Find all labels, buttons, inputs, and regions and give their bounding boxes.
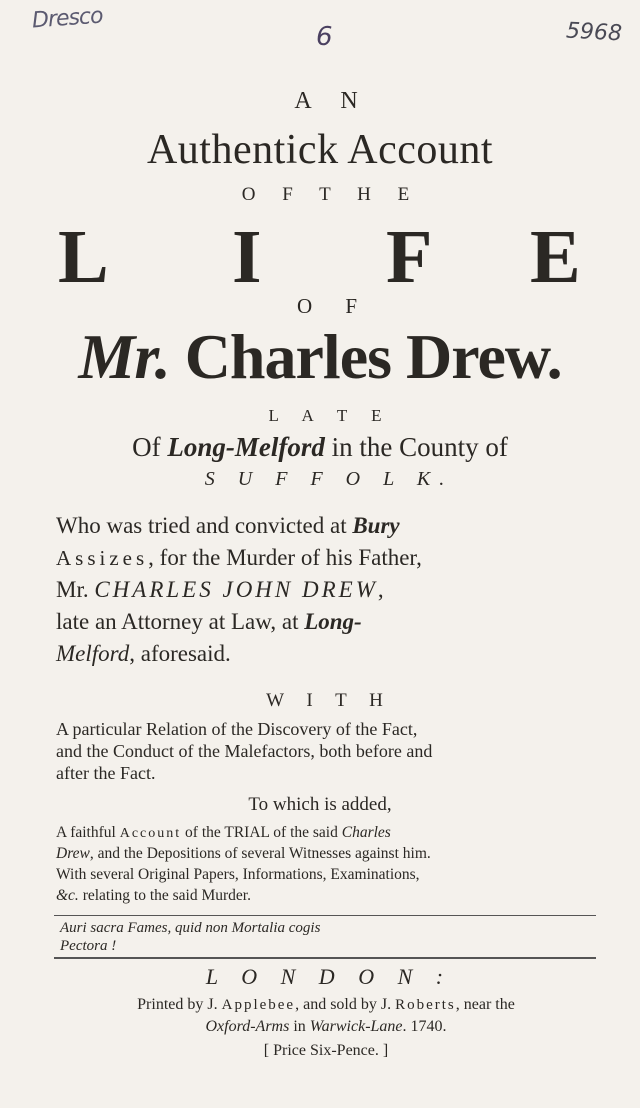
title-an: A N	[294, 88, 370, 114]
imprint-line-2: Oxford-Arms in Warwick-Lane. 1740.	[205, 1018, 447, 1035]
title-suffolk: S U F F O L K.	[204, 468, 454, 490]
title-name	[0, 320, 640, 394]
place-long-melford: Long-Melford	[167, 432, 325, 462]
trial-line-3: With several Original Papers, Informations, Examinations,	[56, 866, 420, 883]
imprint-price: [ Price Six-Pence. ]	[263, 1042, 389, 1059]
relation-line-2: and the Conduct of the Malefactors, both before and	[56, 741, 433, 761]
handwritten-shelf-number: 5968	[565, 18, 623, 47]
life-letter-l: L	[58, 215, 109, 299]
title-of-the: O F T H E	[241, 184, 421, 205]
handwritten-annotation-left: Dresco	[31, 3, 104, 34]
description-line-4: late an Attorney at Law, at Long-	[56, 609, 362, 634]
relation-line-3: after the Fact.	[56, 763, 156, 783]
description-line-3: Mr. CHARLES JOHN DREW,	[56, 577, 384, 602]
motto-line-1: Auri sacra Fames, quid non Mortalia cogis	[60, 920, 321, 936]
trial-line-2: Drew, and the Depositions of several Witnesses against him.	[56, 845, 431, 862]
section-with: W I T H	[266, 690, 392, 711]
imprint-london: L O N D O N :	[205, 964, 453, 989]
title-late: L A T E	[268, 406, 392, 425]
title-county-line: Of Long-Melford in the County of	[132, 432, 508, 462]
title-life	[0, 214, 640, 299]
life-letter-i: I	[232, 215, 262, 299]
divider-bottom	[54, 957, 596, 959]
title-of: O F	[296, 294, 372, 318]
description-line-2: Assizes, for the Murder of his Father,	[56, 545, 422, 570]
title-name-text: Charles Drew.	[169, 321, 562, 392]
trial-line-4: &c. relating to the said Murder.	[56, 887, 251, 904]
description-line-1: Who was tried and convicted at Bury	[56, 513, 400, 538]
trial-line-1: A faithful Account of the TRIAL of the said Charles	[56, 824, 391, 841]
divider-top	[54, 915, 596, 916]
life-letter-e: E	[530, 215, 581, 299]
description-line-5: Melford, aforesaid.	[56, 641, 231, 666]
handwritten-annotation-center: 6	[316, 22, 333, 52]
imprint-line-1: Printed by J. Applebee, and sold by J. Roberts, near the	[137, 996, 515, 1013]
title-authentick-account: Authentick Account	[146, 127, 494, 173]
to-which-is-added: To which is added,	[248, 794, 392, 815]
title-name-honorific: Mr.	[78, 321, 170, 392]
life-letter-f: F	[386, 215, 433, 299]
motto-line-2: Pectora !	[60, 938, 117, 954]
relation-line-1: A particular Relation of the Discovery of the Fact,	[56, 719, 418, 739]
